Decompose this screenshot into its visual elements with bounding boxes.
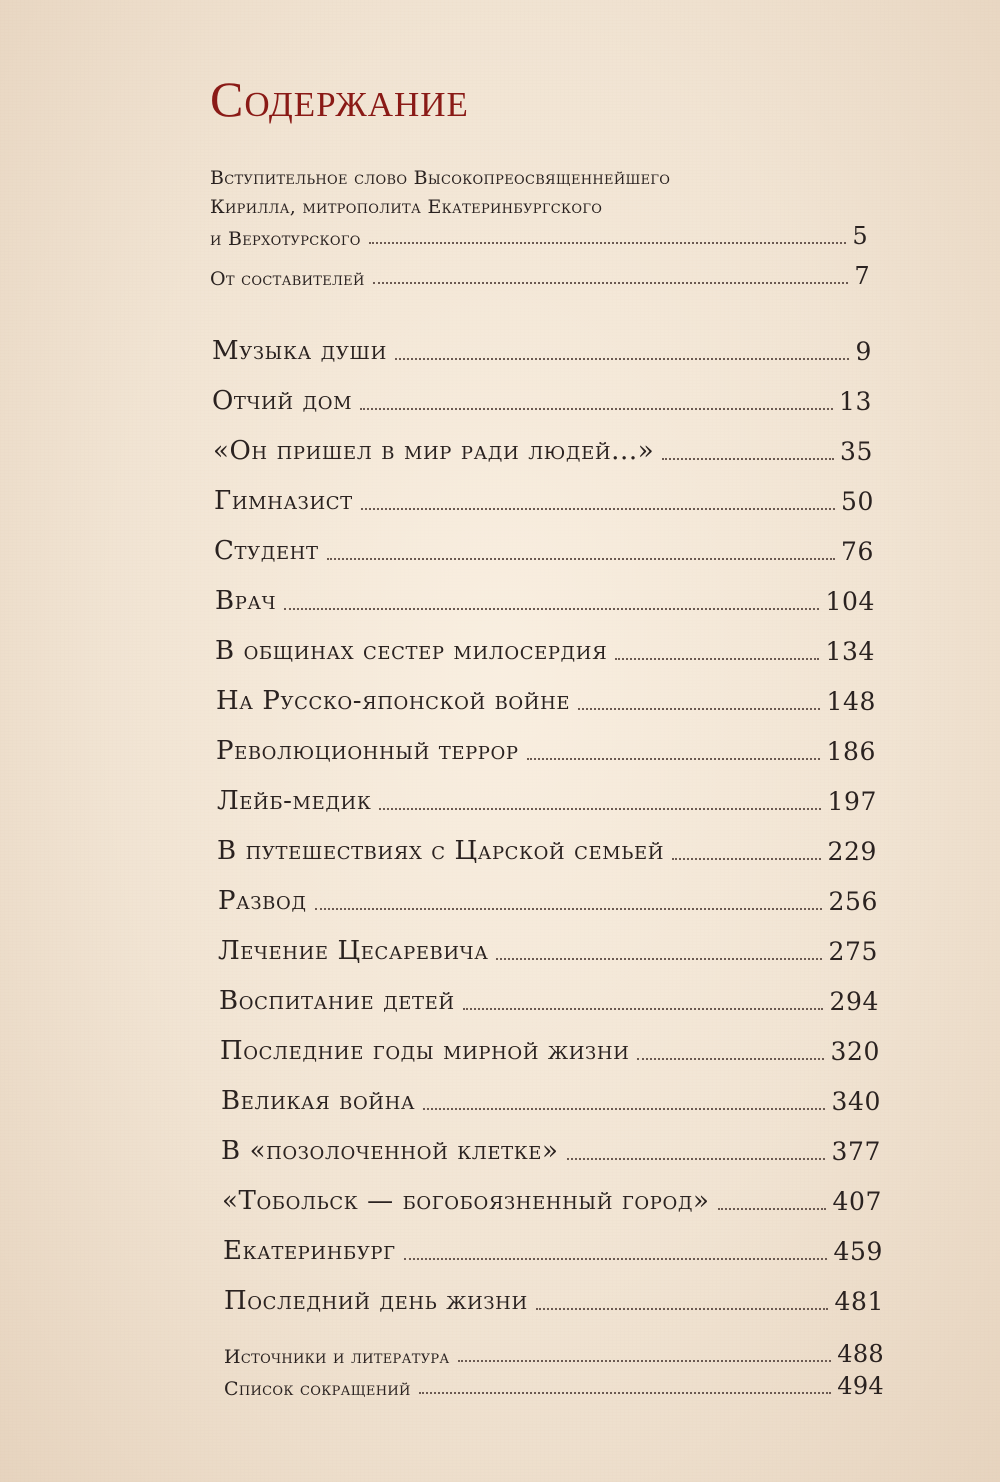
- toc-entry-label: «Он пришел в мир ради людей...»: [213, 436, 655, 466]
- toc-intro-line: Вступительное слово Высокопреосвященнейшего: [210, 167, 671, 189]
- toc-entry-chapter[interactable]: [221, 1136, 881, 1166]
- toc-entry-label: Источники и литература: [224, 1346, 450, 1368]
- toc-entry-page: 407: [832, 1187, 882, 1216]
- toc-entry-label: В общинах сестер милосердия: [215, 636, 608, 666]
- toc-entry-label: Музыка души: [212, 336, 387, 366]
- toc-entry-chapter[interactable]: [218, 936, 878, 966]
- toc-entry-page: 494: [837, 1372, 884, 1400]
- toc-entry-page: 256: [828, 887, 878, 916]
- leader-dots: [463, 1008, 824, 1010]
- toc-entry-label: Революционный террор: [216, 736, 519, 766]
- toc-entry-chapter[interactable]: [212, 336, 872, 366]
- toc-entry-label: В «позолоченной клетке»: [221, 1136, 559, 1166]
- leader-dots: [315, 908, 823, 910]
- toc-entry-chapter[interactable]: [212, 386, 872, 416]
- leader-dots: [527, 758, 821, 760]
- leader-dots: [360, 408, 833, 410]
- toc-entry-chapter[interactable]: [216, 686, 876, 716]
- toc-intro-last-line[interactable]: [210, 222, 868, 250]
- toc-entry-label: Врач: [215, 586, 277, 616]
- leader-dots: [578, 708, 820, 710]
- leader-dots: [284, 608, 819, 610]
- toc-entry-chapter[interactable]: [214, 536, 874, 566]
- toc-entry-foreword[interactable]: [210, 262, 870, 290]
- toc-entry-label: На Русско-японской войне: [216, 686, 571, 716]
- leader-dots: [672, 858, 821, 860]
- leader-dots: [419, 1392, 832, 1394]
- toc-entry-label: Студент: [214, 536, 319, 566]
- toc-entry-label: Список сокращений: [224, 1378, 411, 1400]
- toc-entry-label: Великая война: [221, 1086, 416, 1116]
- page-title: Содержание: [210, 71, 469, 127]
- leader-dots: [369, 242, 847, 244]
- toc-entry-chapter[interactable]: [217, 836, 877, 866]
- toc-entry-label: Последние годы мирной жизни: [220, 1036, 630, 1066]
- toc-entry-label: Гимназист: [214, 486, 353, 516]
- toc-entry-label: Екатеринбург: [223, 1236, 396, 1266]
- toc-entry-page: 197: [827, 787, 877, 816]
- toc-entry-page: 320: [830, 1037, 880, 1066]
- toc-entry-page: 13: [838, 387, 872, 416]
- toc-entry-page: 294: [829, 987, 879, 1016]
- leader-dots: [718, 1208, 827, 1210]
- leader-dots: [458, 1360, 832, 1362]
- toc-entry-chapter[interactable]: [216, 736, 876, 766]
- toc-entry-page: 481: [834, 1287, 884, 1316]
- toc-entry-chapter[interactable]: [220, 1036, 880, 1066]
- leader-dots: [496, 958, 822, 960]
- toc-entry-page: 459: [833, 1237, 883, 1266]
- toc-entry-chapter[interactable]: [221, 1086, 881, 1116]
- leader-dots: [423, 1108, 825, 1110]
- toc-entry-chapter[interactable]: [222, 1186, 882, 1216]
- toc-entry-page: 186: [826, 737, 876, 766]
- toc-entry-label: В путешествиях с Царской семьей: [217, 836, 665, 866]
- toc-entry-chapter[interactable]: [214, 486, 874, 516]
- toc-entry-chapter[interactable]: [219, 986, 879, 1016]
- leader-dots: [379, 808, 821, 810]
- toc-entry-page: 104: [825, 587, 875, 616]
- leader-dots: [361, 508, 835, 510]
- leader-dots: [536, 1308, 829, 1310]
- toc-entry-page: 76: [840, 537, 874, 566]
- toc-entry-label: Лечение Цесаревича: [218, 936, 489, 966]
- toc-entry-chapter[interactable]: [215, 636, 875, 666]
- toc-entry-page: 50: [840, 487, 874, 516]
- leader-dots: [637, 1058, 824, 1060]
- toc-entry-label: Последний день жизни: [224, 1286, 528, 1316]
- toc-entry-page: 7: [854, 262, 870, 290]
- toc-entry-label: От составителей: [210, 268, 365, 290]
- toc-entry-label: Развод: [218, 886, 307, 916]
- toc-intro-line: Кирилла, митрополита Екатеринбургского: [210, 196, 603, 218]
- toc-entry-chapter[interactable]: [223, 1236, 883, 1266]
- toc-entry-label: Воспитание детей: [219, 986, 455, 1016]
- toc-entry-page: 275: [828, 937, 878, 966]
- toc-entry-page: 9: [855, 337, 872, 366]
- leader-dots: [567, 1158, 826, 1160]
- toc-entry-page: 229: [827, 837, 877, 866]
- toc-entry-label: Отчий дом: [212, 386, 353, 416]
- toc-entry-chapter[interactable]: [217, 786, 877, 816]
- leader-dots: [404, 1258, 828, 1260]
- toc-entry-chapter[interactable]: [213, 436, 873, 466]
- leader-dots: [373, 282, 849, 284]
- toc-entry-page: 5: [852, 222, 868, 250]
- leader-dots: [662, 458, 834, 460]
- toc-entry-appendix[interactable]: [224, 1340, 884, 1368]
- toc-entry-chapter[interactable]: [224, 1286, 884, 1316]
- toc-entry-chapter[interactable]: [215, 586, 875, 616]
- toc-entry-label: Лейб-медик: [217, 786, 372, 816]
- toc-intro-entry[interactable]: [210, 164, 870, 222]
- toc-entry-page: 340: [831, 1087, 881, 1116]
- leader-dots: [615, 658, 819, 660]
- toc-entry-page: 488: [837, 1340, 884, 1368]
- leader-dots: [395, 358, 850, 360]
- toc-entry-page: 148: [826, 687, 876, 716]
- toc-entry-page: 35: [839, 437, 873, 466]
- toc-entry-page: 377: [831, 1137, 881, 1166]
- toc-entry-label: «Тобольск — богобоязненный город»: [222, 1186, 710, 1216]
- leader-dots: [327, 558, 835, 560]
- toc-entry-chapter[interactable]: [218, 886, 878, 916]
- toc-entry-label: и Верхотурского: [210, 228, 361, 250]
- toc-entry-page: 134: [825, 637, 875, 666]
- toc-entry-appendix[interactable]: [224, 1372, 884, 1400]
